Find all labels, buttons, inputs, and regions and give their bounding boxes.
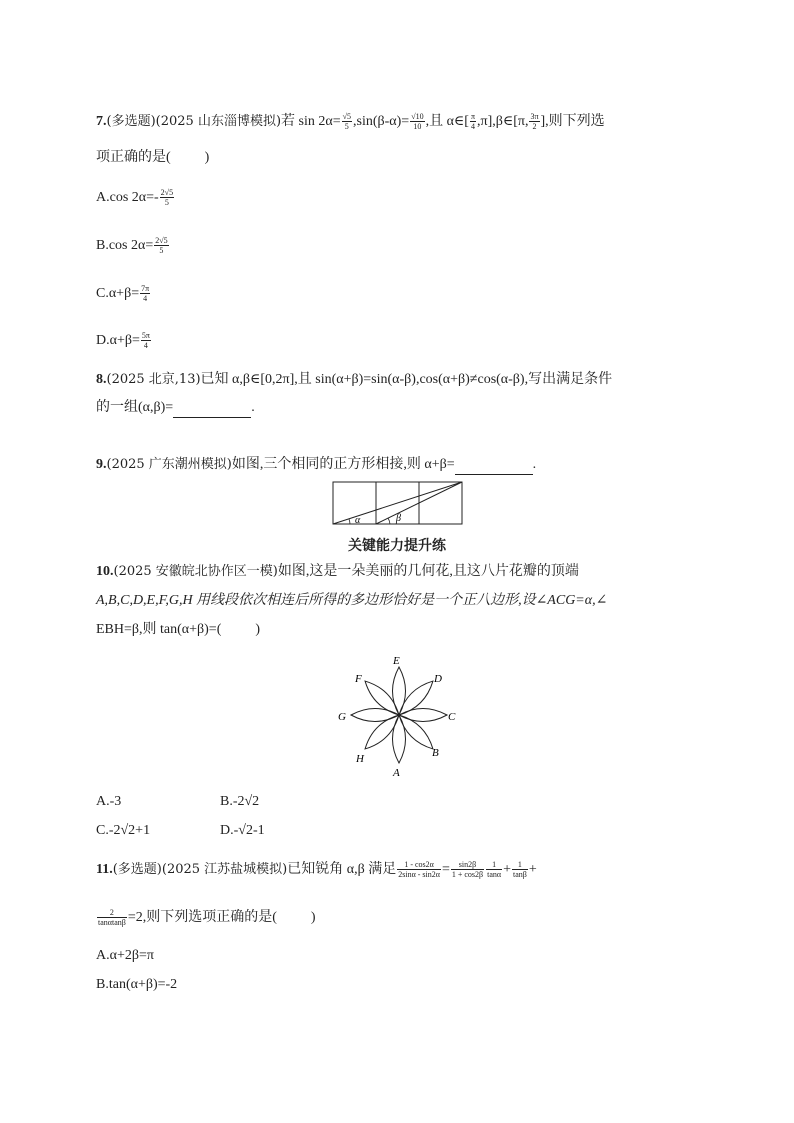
q8-answer-blank[interactable] [173, 403, 251, 418]
q11-frac-5: $\frac{2}{\tan\alpha\tan\beta}$ [98, 908, 126, 928]
q10-label-a: A [393, 767, 400, 778]
q9-source: (2025 广东潮州模拟) [106, 457, 232, 472]
q7-text-a: 若 sin 2α= [281, 114, 341, 129]
q10-label-f: F [355, 673, 362, 685]
q7-text-c: ,且 α∈[ [425, 114, 469, 129]
q11-tag: (多选题) [112, 862, 162, 877]
q9-beta-label: β [396, 513, 401, 524]
q11-option-b[interactable]: B.tan(α+β)=-2 [96, 977, 178, 992]
q7-frac-3: $\frac{\pi}{4}$ [470, 112, 475, 132]
q10-option-a[interactable]: A.-3 [96, 794, 122, 809]
q10-geometric-flower-figure [336, 652, 462, 778]
q10-petal-f [365, 681, 399, 715]
q10-label-h: H [356, 753, 364, 765]
q9-three-squares-figure [332, 481, 464, 525]
q9-beta-arc [388, 518, 390, 524]
q11-stem-line1: 11.(多选题)(2025 江苏盐城模拟)已知锐角 α,β 满足 $\frac{1 - \cos 2\alpha}{2\sin\alpha - \sin 2\alpha}$ = $\frac{\sin 2\beta}{1 + \cos 2\beta}$ $\frac{1}{\tan\alpha}$ + $\frac{1}{\tan\beta}$ + [96, 860, 537, 880]
q7-frac-4: $\frac{3\pi}{2}$ [530, 112, 539, 132]
q7-option-d[interactable]: D.α+β= $\frac{5\pi}{4}$ [96, 331, 150, 351]
q10-number: 10. [96, 564, 114, 579]
q7-source: (2025 山东淄博模拟) [155, 114, 282, 129]
q7-text-b: ,sin(β-α)= [353, 114, 410, 129]
q7-option-b[interactable]: B.cos 2α= $\frac{2√5}{5}$ [96, 236, 168, 256]
q10-petal-b [399, 715, 433, 749]
q11-source: (2025 江苏盐城模拟) [161, 862, 288, 877]
q8-number: 8. [96, 372, 107, 387]
q7-stem-line1 [96, 112, 605, 132]
q10-option-b[interactable]: B.-2√2 [220, 794, 260, 809]
q9-stem: 9.(2025 广东潮州模拟)如图,三个相同的正方形相接,则 α+β= . [96, 455, 536, 475]
q10-petal-e [393, 667, 406, 715]
q10-label-b: B [432, 747, 439, 759]
q7-option-a[interactable]: A.cos 2α=- $\frac{2√5}{5}$ [96, 188, 174, 208]
q10-source: (2025 安徽皖北协作区一模) [113, 564, 278, 579]
q11-stem-line2: $\frac{2}{\tan\alpha\tan\beta}$ =2,则下列选项正确的是( ) [98, 908, 316, 928]
q9-alpha-arc [349, 519, 350, 524]
q7-option-c[interactable]: C.α+β= $\frac{7\pi}{4}$ [96, 284, 150, 304]
q8-text: 已知 α,β∈[0,2π],且 sin(α+β)=sin(α-β),cos(α+β)≠cos(α-β),写出满足条件 [200, 372, 613, 387]
q11-frac-1: $\frac{1 - \cos 2\alpha}{2\sin\alpha - \sin 2\alpha}$ [398, 860, 440, 880]
q8-source: (2025 北京,13) [106, 372, 201, 387]
q7-frac-2: $\frac{√10}{10}$ [411, 112, 424, 132]
q10-petal-a [393, 715, 406, 763]
q10-petal-d [399, 681, 433, 715]
q9-answer-blank[interactable] [455, 460, 533, 475]
q7-text-e: ],则下列选 [540, 114, 605, 129]
q7-tag: (多选题) [106, 114, 156, 129]
q10-label-c: C [448, 711, 456, 723]
q7-stem-line2: 项正确的是( ) [96, 150, 210, 165]
section-title: 关键能力提升练 [348, 538, 446, 554]
q8-stem-line2: 的一组(α,β)= . [96, 398, 255, 418]
q9-alpha-label: α [355, 515, 361, 525]
q10-stem-line2: A,B,C,D,E,F,G,H 用线段依次相连后所得的多边形恰好是一个正八边形,设∠ACG=α,∠ [96, 593, 608, 608]
q11-frac-2: $\frac{\sin 2\beta}{1 + \cos 2\beta}$ [451, 860, 484, 880]
q10-option-d[interactable]: D.-√2-1 [220, 823, 265, 838]
q10-petal-g [351, 709, 399, 722]
q8-stem-line1 [96, 370, 612, 390]
q10-label-g: G [338, 711, 346, 723]
q10-stem-line1: 10.(2025 安徽皖北协作区一模)如图,这是一朵美丽的几何花,且这八片花瓣的顶端 [96, 564, 579, 579]
q10-stem-line3: EBH=β,则 tan(α+β)=( ) [96, 622, 261, 637]
q7-frac-1: $\frac{√5}{5}$ [342, 112, 351, 132]
q10-option-c[interactable]: C.-2√2+1 [96, 823, 151, 838]
q10-label-e: E [393, 655, 400, 667]
q11-option-a[interactable]: A.α+2β=π [96, 948, 154, 963]
q10-petal-h [365, 715, 399, 749]
q9-number: 9. [96, 457, 107, 472]
q7-text-d: ,π],β∈[π, [477, 114, 529, 129]
q11-number: 11. [96, 862, 113, 877]
q7-number: 7. [96, 114, 107, 129]
q11-frac-4: $\frac{1}{\tan\beta}$ [512, 860, 527, 880]
q10-label-d: D [434, 673, 442, 685]
q10-petal-c [399, 709, 447, 722]
q11-frac-3: $\frac{1}{\tan\alpha}$ [487, 860, 502, 880]
